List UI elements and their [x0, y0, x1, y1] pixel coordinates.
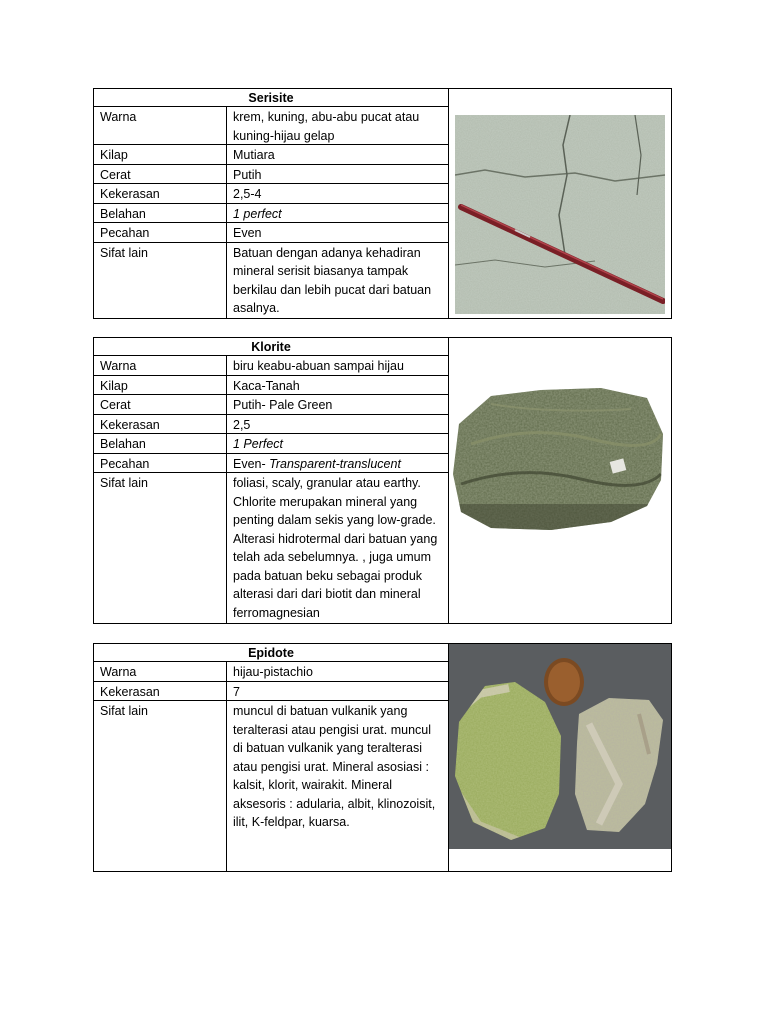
klorite-photo — [451, 384, 667, 534]
row-label: Kekerasan — [94, 682, 227, 701]
table-row — [94, 356, 448, 376]
row-value: muncul di batuan vulkanik yang teralterasi atau pengisi urat. muncul di batuan vulkanik yang teralterasi atau pengisi urat. Mineral asosiasi : kalsit, klorit, wairakit. Mineral aksesoris : adularia, albit, klinozoisit, ilit, K-feldpar, kuarsa. — [233, 704, 436, 829]
epidote-properties — [94, 644, 448, 871]
row-label: Kilap — [94, 376, 227, 395]
klorite-properties — [94, 338, 448, 623]
table-row — [94, 434, 448, 454]
row-label: Warna — [94, 107, 227, 144]
table-row — [94, 662, 448, 682]
row-value: 1 Perfect — [233, 437, 284, 451]
row-label: Sifat lain — [94, 473, 227, 623]
serisite-photo — [455, 115, 665, 314]
table-row — [94, 243, 448, 318]
row-value: Kaca-Tanah — [233, 378, 300, 393]
epidote-table — [93, 643, 672, 872]
row-value: krem, kuning, abu-abu pucat atau kuning-hijau gelap — [233, 110, 420, 143]
row-label: Pecahan — [94, 223, 227, 242]
table-row — [94, 145, 448, 165]
serisite-table — [93, 88, 672, 319]
table-row — [94, 454, 448, 474]
column-divider — [448, 89, 449, 318]
row-label: Warna — [94, 662, 227, 681]
table-row — [94, 701, 448, 871]
row-label: Belahan — [94, 204, 227, 223]
table-title: Klorite — [94, 338, 448, 356]
table-row — [94, 395, 448, 415]
table-row — [94, 184, 448, 204]
table-row — [94, 415, 448, 435]
serisite-properties — [94, 89, 448, 318]
row-value: biru keabu-abuan sampai hijau — [233, 359, 404, 373]
row-label: Warna — [94, 356, 227, 375]
row-label: Kekerasan — [94, 184, 227, 203]
table-row — [94, 682, 448, 702]
row-label: Belahan — [94, 434, 227, 453]
row-label: Kilap — [94, 145, 227, 164]
row-value: Batuan dengan adanya kehadiran mineral serisit biasanya tampak berkilau dan lebih pucat dari batuan asalnya. — [233, 245, 432, 315]
row-value: foliasi, scaly, granular atau earthy. Chlorite merupakan mineral yang penting dalam sekis yang low-grade. Alterasi hidrotermal dari batuan yang telah ada sebelumnya. , juga umum pada batuan beku sebagai produk alterasi dari dari biotit dan mineral ferromagnesian — [233, 476, 438, 620]
row-value: Putih — [233, 167, 262, 182]
row-label: Sifat lain — [94, 243, 227, 318]
column-divider — [448, 338, 449, 623]
table-row — [94, 223, 448, 243]
row-value: 1 perfect — [233, 206, 282, 221]
row-label: Pecahan — [94, 454, 227, 473]
row-value: hijau-pistachio — [233, 665, 313, 679]
table-row — [94, 165, 448, 185]
pecahan-italic: Transparent-translucent — [269, 456, 401, 471]
klorite-table — [93, 337, 672, 624]
row-value: Putih- Pale Green — [233, 398, 333, 412]
row-value: 7 — [233, 684, 240, 699]
row-value — [227, 454, 448, 473]
row-value: Even — [233, 226, 262, 240]
row-label: Cerat — [94, 395, 227, 414]
table-title: Epidote — [94, 644, 448, 662]
row-value: 2,5-4 — [233, 187, 262, 201]
table-row — [94, 376, 448, 396]
row-label: Sifat lain — [94, 701, 227, 871]
table-title: Serisite — [94, 89, 448, 107]
table-row — [94, 204, 448, 224]
table-row — [94, 473, 448, 623]
table-row — [94, 107, 448, 145]
pecahan-value: Even- — [233, 456, 266, 471]
row-label: Kekerasan — [94, 415, 227, 434]
epidote-photo — [449, 644, 671, 849]
row-value: Mutiara — [233, 148, 275, 162]
row-label: Cerat — [94, 165, 227, 184]
row-value: 2,5 — [233, 417, 251, 432]
